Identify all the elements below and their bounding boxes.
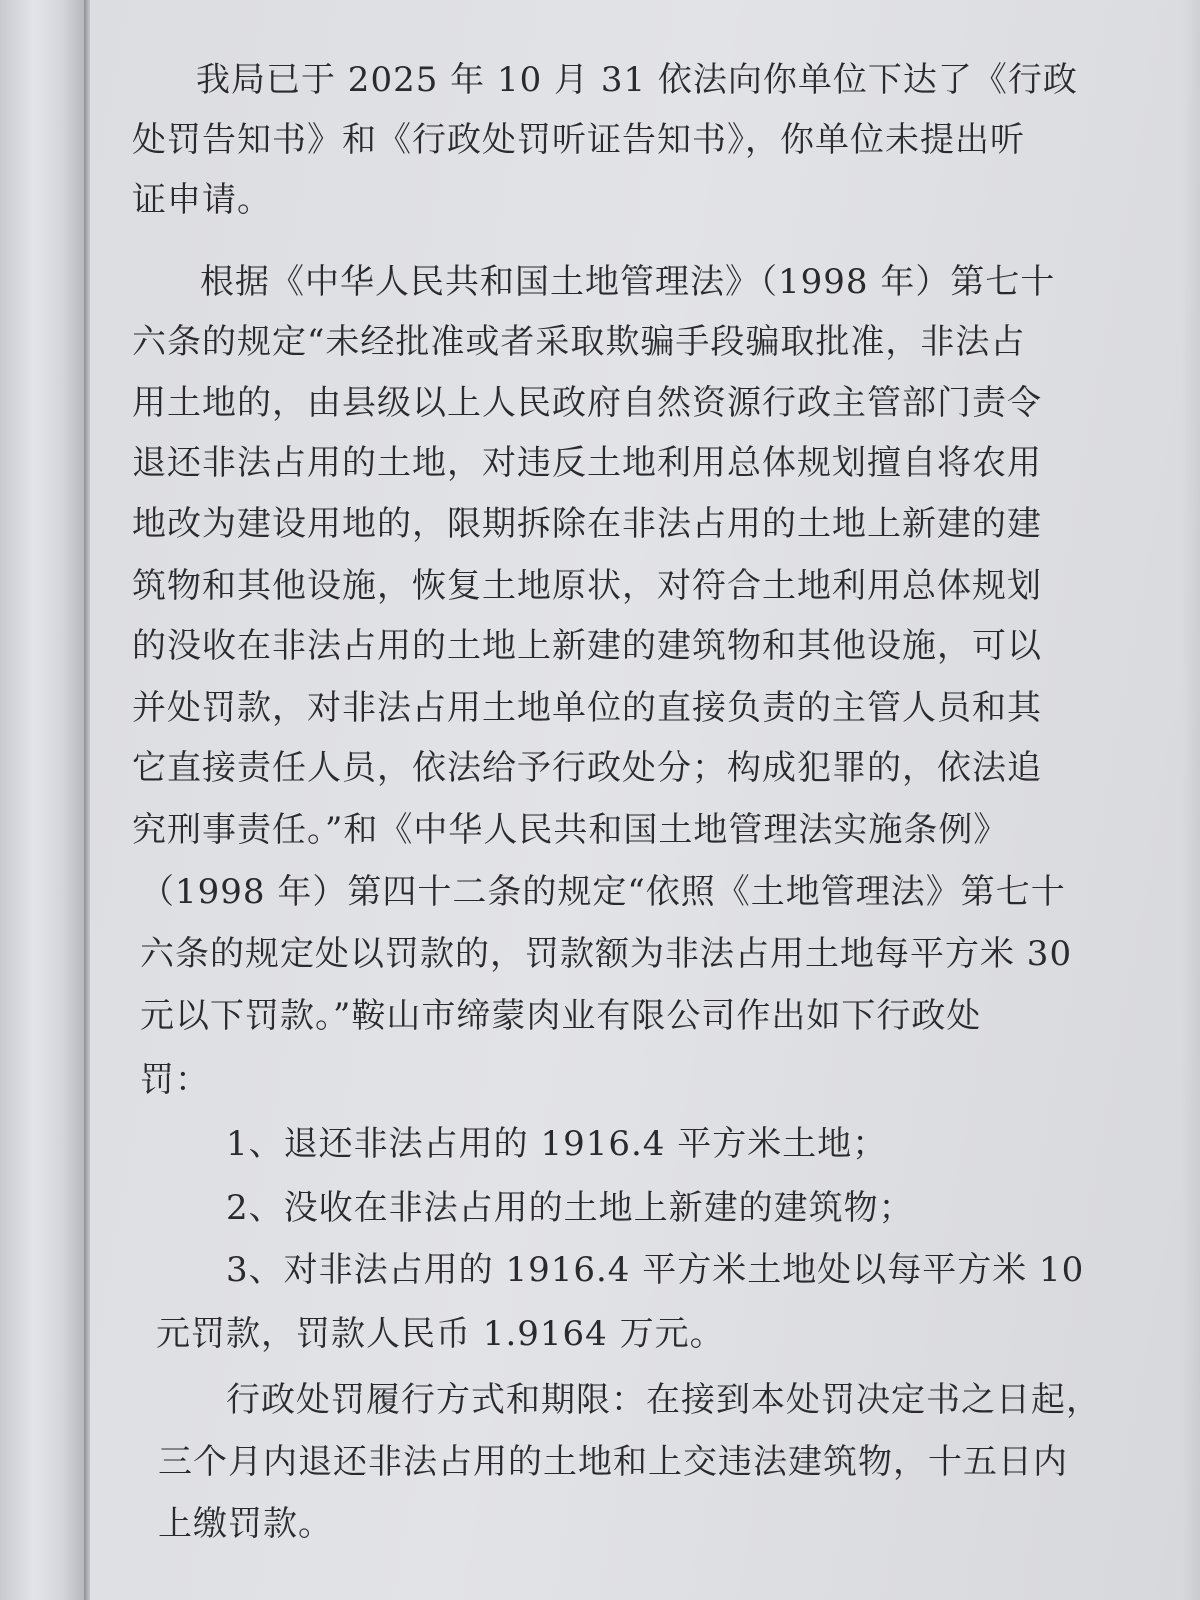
text-line: 行政处罚履行方式和期限：在接到本处罚决定书之日起， <box>226 1380 1101 1420</box>
page-shadow <box>1182 0 1200 1600</box>
text-line: 罚： <box>140 1060 210 1100</box>
left-page-edge <box>0 0 84 1600</box>
text-line: 地改为建设用地的，限期拆除在非法占用的土地上新建的建 <box>132 504 1042 544</box>
text-line: 它直接责任人员，依法给予行政处分；构成犯罪的，依法追 <box>132 748 1042 788</box>
text-line: （1998 年）第四十二条的规定“依照《土地管理法》第七十 <box>140 872 1066 912</box>
penalty-item: 元罚款，罚款人民币 1.9164 万元。 <box>156 1314 725 1354</box>
text-line: 并处罚款，对非法占用土地单位的直接负责的主管人员和其 <box>132 688 1042 728</box>
text-line: 的没收在非法占用的土地上新建的建筑物和其他设施，可以 <box>132 626 1042 666</box>
text-line: 元以下罚款。”鞍山市缔蒙肉业有限公司作出如下行政处 <box>140 996 982 1036</box>
text-line: 上缴罚款。 <box>158 1504 333 1544</box>
penalty-item: 1、退还非法占用的 1916.4 平方米土地； <box>226 1124 888 1164</box>
text-line: 三个月内退还非法占用的土地和上交违法建筑物，十五日内 <box>158 1442 1068 1482</box>
text-line: 筑物和其他设施，恢复土地原状，对符合土地利用总体规划 <box>132 566 1042 606</box>
text-line: 我局已于 2025 年 10 月 31 依法向你单位下达了《行政 <box>196 60 1078 100</box>
text-line: 退还非法占用的土地，对违反土地利用总体规划擅自将农用 <box>132 443 1042 483</box>
document-sheet <box>90 0 1200 1600</box>
penalty-item: 3、对非法占用的 1916.4 平方米土地处以每平方米 10 <box>226 1250 1085 1290</box>
text-line: 证申请。 <box>132 180 272 220</box>
text-line: 六条的规定处以罚款的，罚款额为非法占用土地每平方米 30 <box>140 934 1073 974</box>
text-line: 处罚告知书》和《行政处罚听证告知书》，你单位未提出听 <box>132 120 1025 160</box>
text-line: 用土地的，由县级以上人民政府自然资源行政主管部门责令 <box>132 383 1042 423</box>
text-line: 六条的规定“未经批准或者采取欺骗手段骗取批准，非法占 <box>132 322 1026 362</box>
text-line: 究刑事责任。”和《中华人民共和国土地管理法实施条例》 <box>132 810 1009 850</box>
penalty-item: 2、没收在非法占用的土地上新建的建筑物； <box>226 1188 914 1228</box>
text-line: 根据《中华人民共和国土地管理法》（1998 年）第七十 <box>200 262 1056 302</box>
